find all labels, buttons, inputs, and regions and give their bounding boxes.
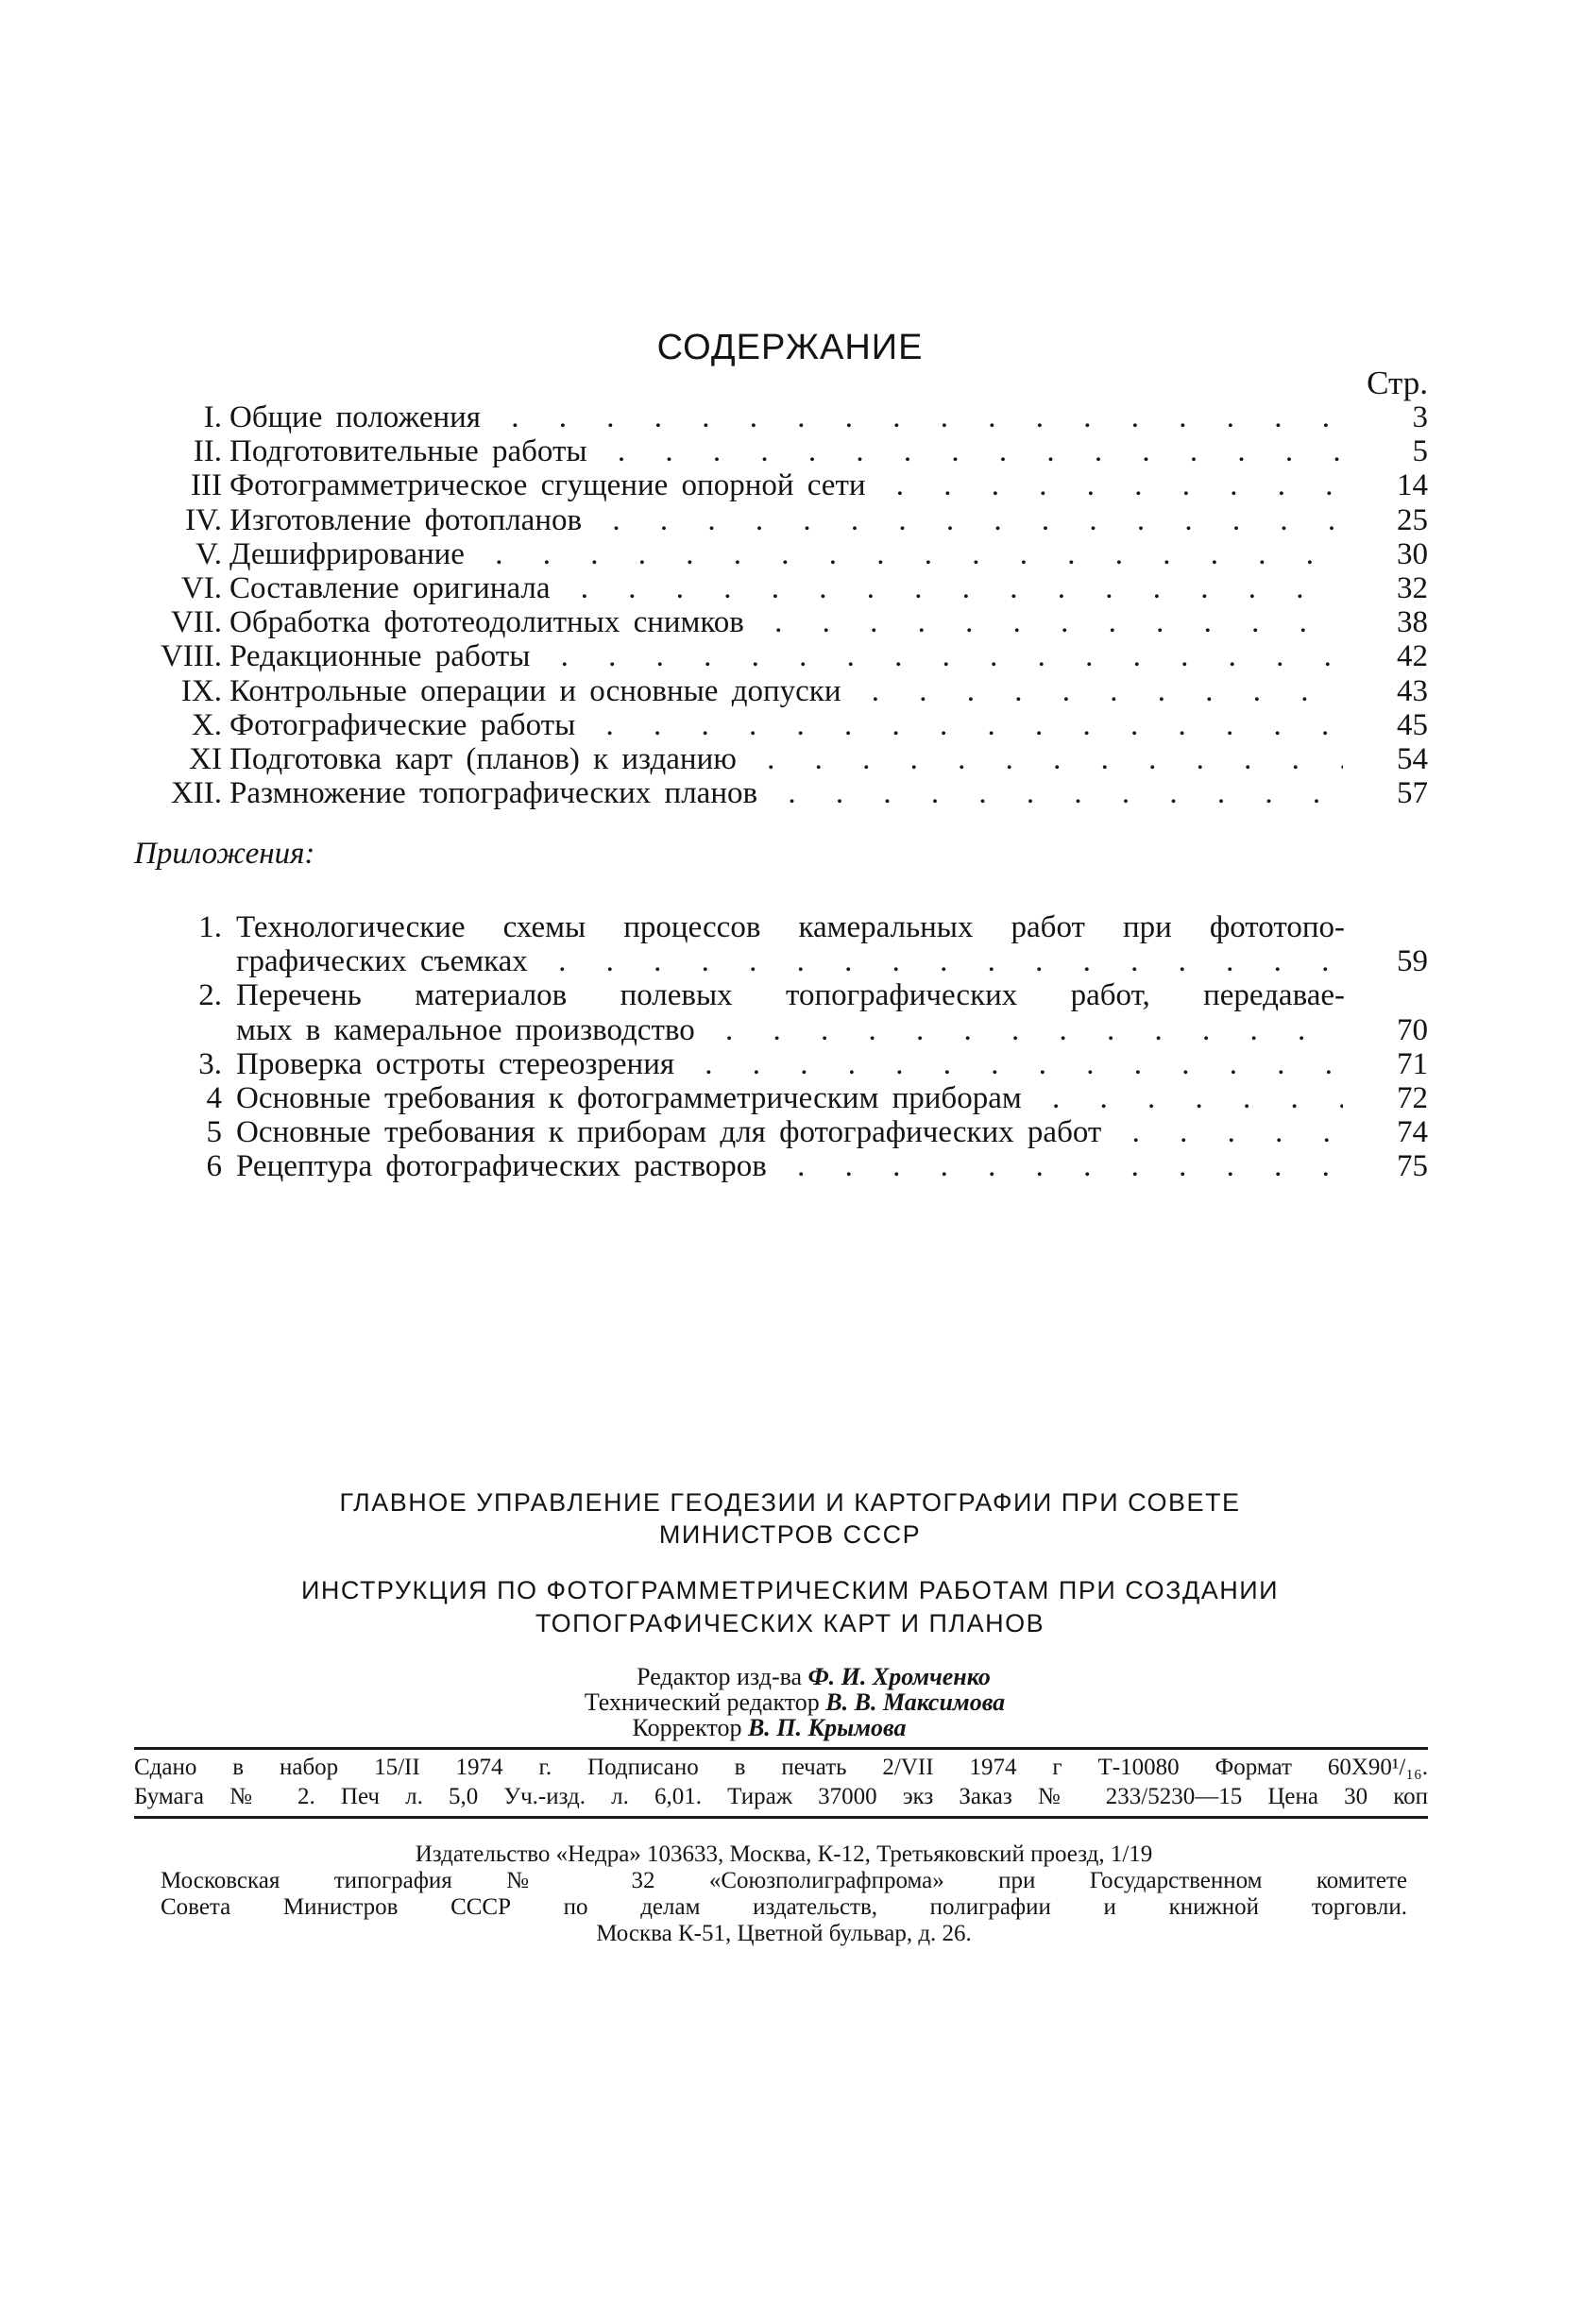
toc-title: СОДЕРЖАНИЕ bbox=[656, 328, 924, 367]
appendix-list bbox=[123, 910, 1428, 1184]
book-title-line: ИНСТРУКЦИЯ ПО ФОТОГРАММЕТРИЧЕСКИМ РАБОТАМ ПРИ СОЗДАНИИ bbox=[300, 1576, 1280, 1604]
chapter-number: X. bbox=[191, 707, 222, 742]
colophon-organization bbox=[0, 1486, 1580, 1551]
chapter-title: Размножение топографических планов . . . bbox=[229, 776, 1343, 810]
chapter-number: IV. bbox=[185, 502, 222, 537]
appendix-number: 1. bbox=[198, 910, 222, 944]
appendix-number: 5 bbox=[206, 1115, 222, 1150]
organization-line: МИНИСТРОВ СССР bbox=[658, 1520, 922, 1549]
publisher-line: Москва К-51, Цветной бульвар, д. 26. bbox=[596, 1921, 972, 1946]
toc-entry bbox=[123, 742, 1428, 776]
appendix-number: 6 bbox=[206, 1149, 222, 1184]
chapter-title: Контрольные операции и основные допуски . . . bbox=[229, 674, 1343, 708]
toc-entry bbox=[123, 434, 1428, 468]
chapter-title: Подготовка карт (планов) к изданию . . . bbox=[229, 742, 1343, 776]
toc-entry bbox=[123, 708, 1428, 742]
chapter-number: I. bbox=[203, 400, 222, 434]
chapter-page: 3 bbox=[1412, 400, 1428, 434]
appendix-entry bbox=[123, 1115, 1428, 1149]
credit-editor bbox=[24, 1664, 1580, 1689]
appendix-number: 3. bbox=[198, 1046, 222, 1081]
appendix-page: 71 bbox=[1397, 1046, 1428, 1081]
appendix-page: 72 bbox=[1397, 1080, 1428, 1115]
divider-rule bbox=[134, 1816, 1428, 1819]
chapter-number: II. bbox=[193, 434, 222, 469]
credit-role: Технический редактор bbox=[584, 1688, 820, 1716]
chapter-page: 38 bbox=[1397, 605, 1428, 640]
chapter-page: 43 bbox=[1397, 673, 1428, 708]
chapter-page: 30 bbox=[1397, 536, 1428, 571]
publisher-line: Московская типография № 32 «Союзполиграфпрома» при Государственном комитете bbox=[161, 1868, 1407, 1893]
appendix-title-line2: графических съемках . . . bbox=[236, 944, 1343, 978]
appendix-page: 74 bbox=[1397, 1115, 1428, 1150]
chapter-page: 45 bbox=[1397, 707, 1428, 742]
appendix-title: Основные требования к приборам для фотографических работ . . . bbox=[236, 1115, 1343, 1149]
credit-technical-editor bbox=[5, 1689, 1580, 1715]
colophon-book-title bbox=[0, 1574, 1580, 1640]
chapter-title: Обработка фототеодолитных снимков . . . bbox=[229, 605, 1343, 639]
appendix-title-line2: мых в камеральное производство . . . bbox=[236, 1013, 1343, 1047]
chapter-title: Фотограмметрическое сгущение опорной сети . . . bbox=[229, 468, 1343, 502]
chapter-page: 14 bbox=[1397, 468, 1428, 503]
appendix-title: Основные требования к фотограмметрическим приборам . . . bbox=[236, 1081, 1343, 1115]
credit-role: Редактор изд-ва bbox=[637, 1663, 803, 1690]
appendix-title-line1: Перечень материалов полевых топографических работ, передавае- bbox=[236, 978, 1345, 1013]
toc-entry bbox=[123, 537, 1428, 571]
appendix-page: 70 bbox=[1397, 1012, 1428, 1047]
chapter-number: VI. bbox=[180, 570, 222, 605]
chapter-number: III bbox=[191, 468, 222, 503]
toc-entry bbox=[123, 639, 1428, 673]
appendix-title: Проверка остроты стереозрения . . . bbox=[236, 1047, 1343, 1081]
credit-name: В. П. Крымова bbox=[747, 1714, 907, 1741]
chapter-page: 54 bbox=[1397, 741, 1428, 776]
appendix-entry bbox=[123, 1081, 1428, 1115]
toc-entry bbox=[123, 776, 1428, 810]
chapter-page: 25 bbox=[1397, 502, 1428, 537]
appendix-number: 4 bbox=[206, 1080, 222, 1115]
print-details-line: Сдано в набор 15/II 1974 г. Подписано в печать 2/VII 1974 г Т-10080 Формат 60X90¹/₁₆. bbox=[134, 1755, 1428, 1780]
chapter-number: VII. bbox=[170, 605, 222, 640]
toc-entry bbox=[123, 503, 1428, 537]
chapter-title: Дешифрирование . . . bbox=[229, 537, 1343, 571]
appendix-number: 2. bbox=[198, 978, 222, 1013]
chapter-page: 5 bbox=[1412, 434, 1428, 469]
organization-line: ГЛАВНОЕ УПРАВЛЕНИЕ ГЕОДЕЗИИ И КАРТОГРАФИИ ПРИ СОВЕТЕ bbox=[339, 1488, 1241, 1517]
toc-entry bbox=[123, 571, 1428, 605]
chapter-page: 42 bbox=[1397, 639, 1428, 674]
print-details-line: Бумага № 2. Печ л. 5,0 Уч.-изд. л. 6,01. Тираж 37000 экз Заказ № 233/5230—15 Цена 30 коп bbox=[134, 1784, 1428, 1809]
appendix-page: 75 bbox=[1397, 1149, 1428, 1184]
chapter-title: Фотографические работы . . . bbox=[229, 708, 1343, 742]
toc-entry bbox=[123, 400, 1428, 434]
chapter-number: XII. bbox=[170, 776, 222, 811]
credits-block bbox=[0, 1664, 1580, 1740]
publisher-line: Издательство «Недра» 103633, Москва, К-12, Третьяковский проезд, 1/19 bbox=[415, 1841, 1153, 1867]
toc-chapter-list bbox=[123, 400, 1428, 810]
credit-proofreader bbox=[0, 1715, 1559, 1740]
toc-entry bbox=[123, 674, 1428, 708]
appendix-title-line1: Технологические схемы процессов камеральных работ при фототопо- bbox=[236, 910, 1345, 944]
chapter-title: Составление оригинала . . . bbox=[229, 571, 1343, 605]
credit-name: В. В. Максимова bbox=[825, 1688, 1006, 1716]
publisher-line: Совета Министров СССР по делам издательств, полиграфии и книжной торговли. bbox=[161, 1894, 1407, 1920]
credit-role: Корректор bbox=[632, 1714, 742, 1741]
appendix-entry bbox=[123, 910, 1428, 978]
toc-entry bbox=[123, 468, 1428, 502]
book-title-line: ТОПОГРАФИЧЕСКИХ КАРТ И ПЛАНОВ bbox=[535, 1609, 1045, 1637]
chapter-title: Подготовительные работы . . . bbox=[229, 434, 1343, 468]
toc-entry bbox=[123, 605, 1428, 639]
chapter-page: 57 bbox=[1397, 776, 1428, 811]
appendix-title: Рецептура фотографических растворов . . . bbox=[236, 1149, 1343, 1183]
appendix-page: 59 bbox=[1397, 944, 1428, 979]
chapter-title: Изготовление фотопланов . . . bbox=[229, 503, 1343, 537]
chapter-number: VIII. bbox=[160, 639, 222, 674]
appendix-entry bbox=[123, 1047, 1428, 1081]
chapter-page: 32 bbox=[1397, 570, 1428, 605]
chapter-title: Общие положения . . . bbox=[229, 400, 1343, 434]
publisher-block bbox=[161, 1841, 1407, 1947]
page-column-header: Стр. bbox=[1367, 365, 1428, 401]
chapter-number: V. bbox=[195, 536, 222, 571]
appendix-heading: Приложения: bbox=[134, 837, 315, 871]
chapter-title: Редакционные работы . . . bbox=[229, 639, 1343, 673]
appendix-entry bbox=[123, 978, 1428, 1046]
appendix-entry bbox=[123, 1149, 1428, 1183]
chapter-number: XI bbox=[189, 741, 222, 776]
chapter-number: IX. bbox=[180, 673, 222, 708]
divider-rule bbox=[134, 1747, 1428, 1750]
credit-name: Ф. И. Хромченко bbox=[807, 1663, 991, 1690]
